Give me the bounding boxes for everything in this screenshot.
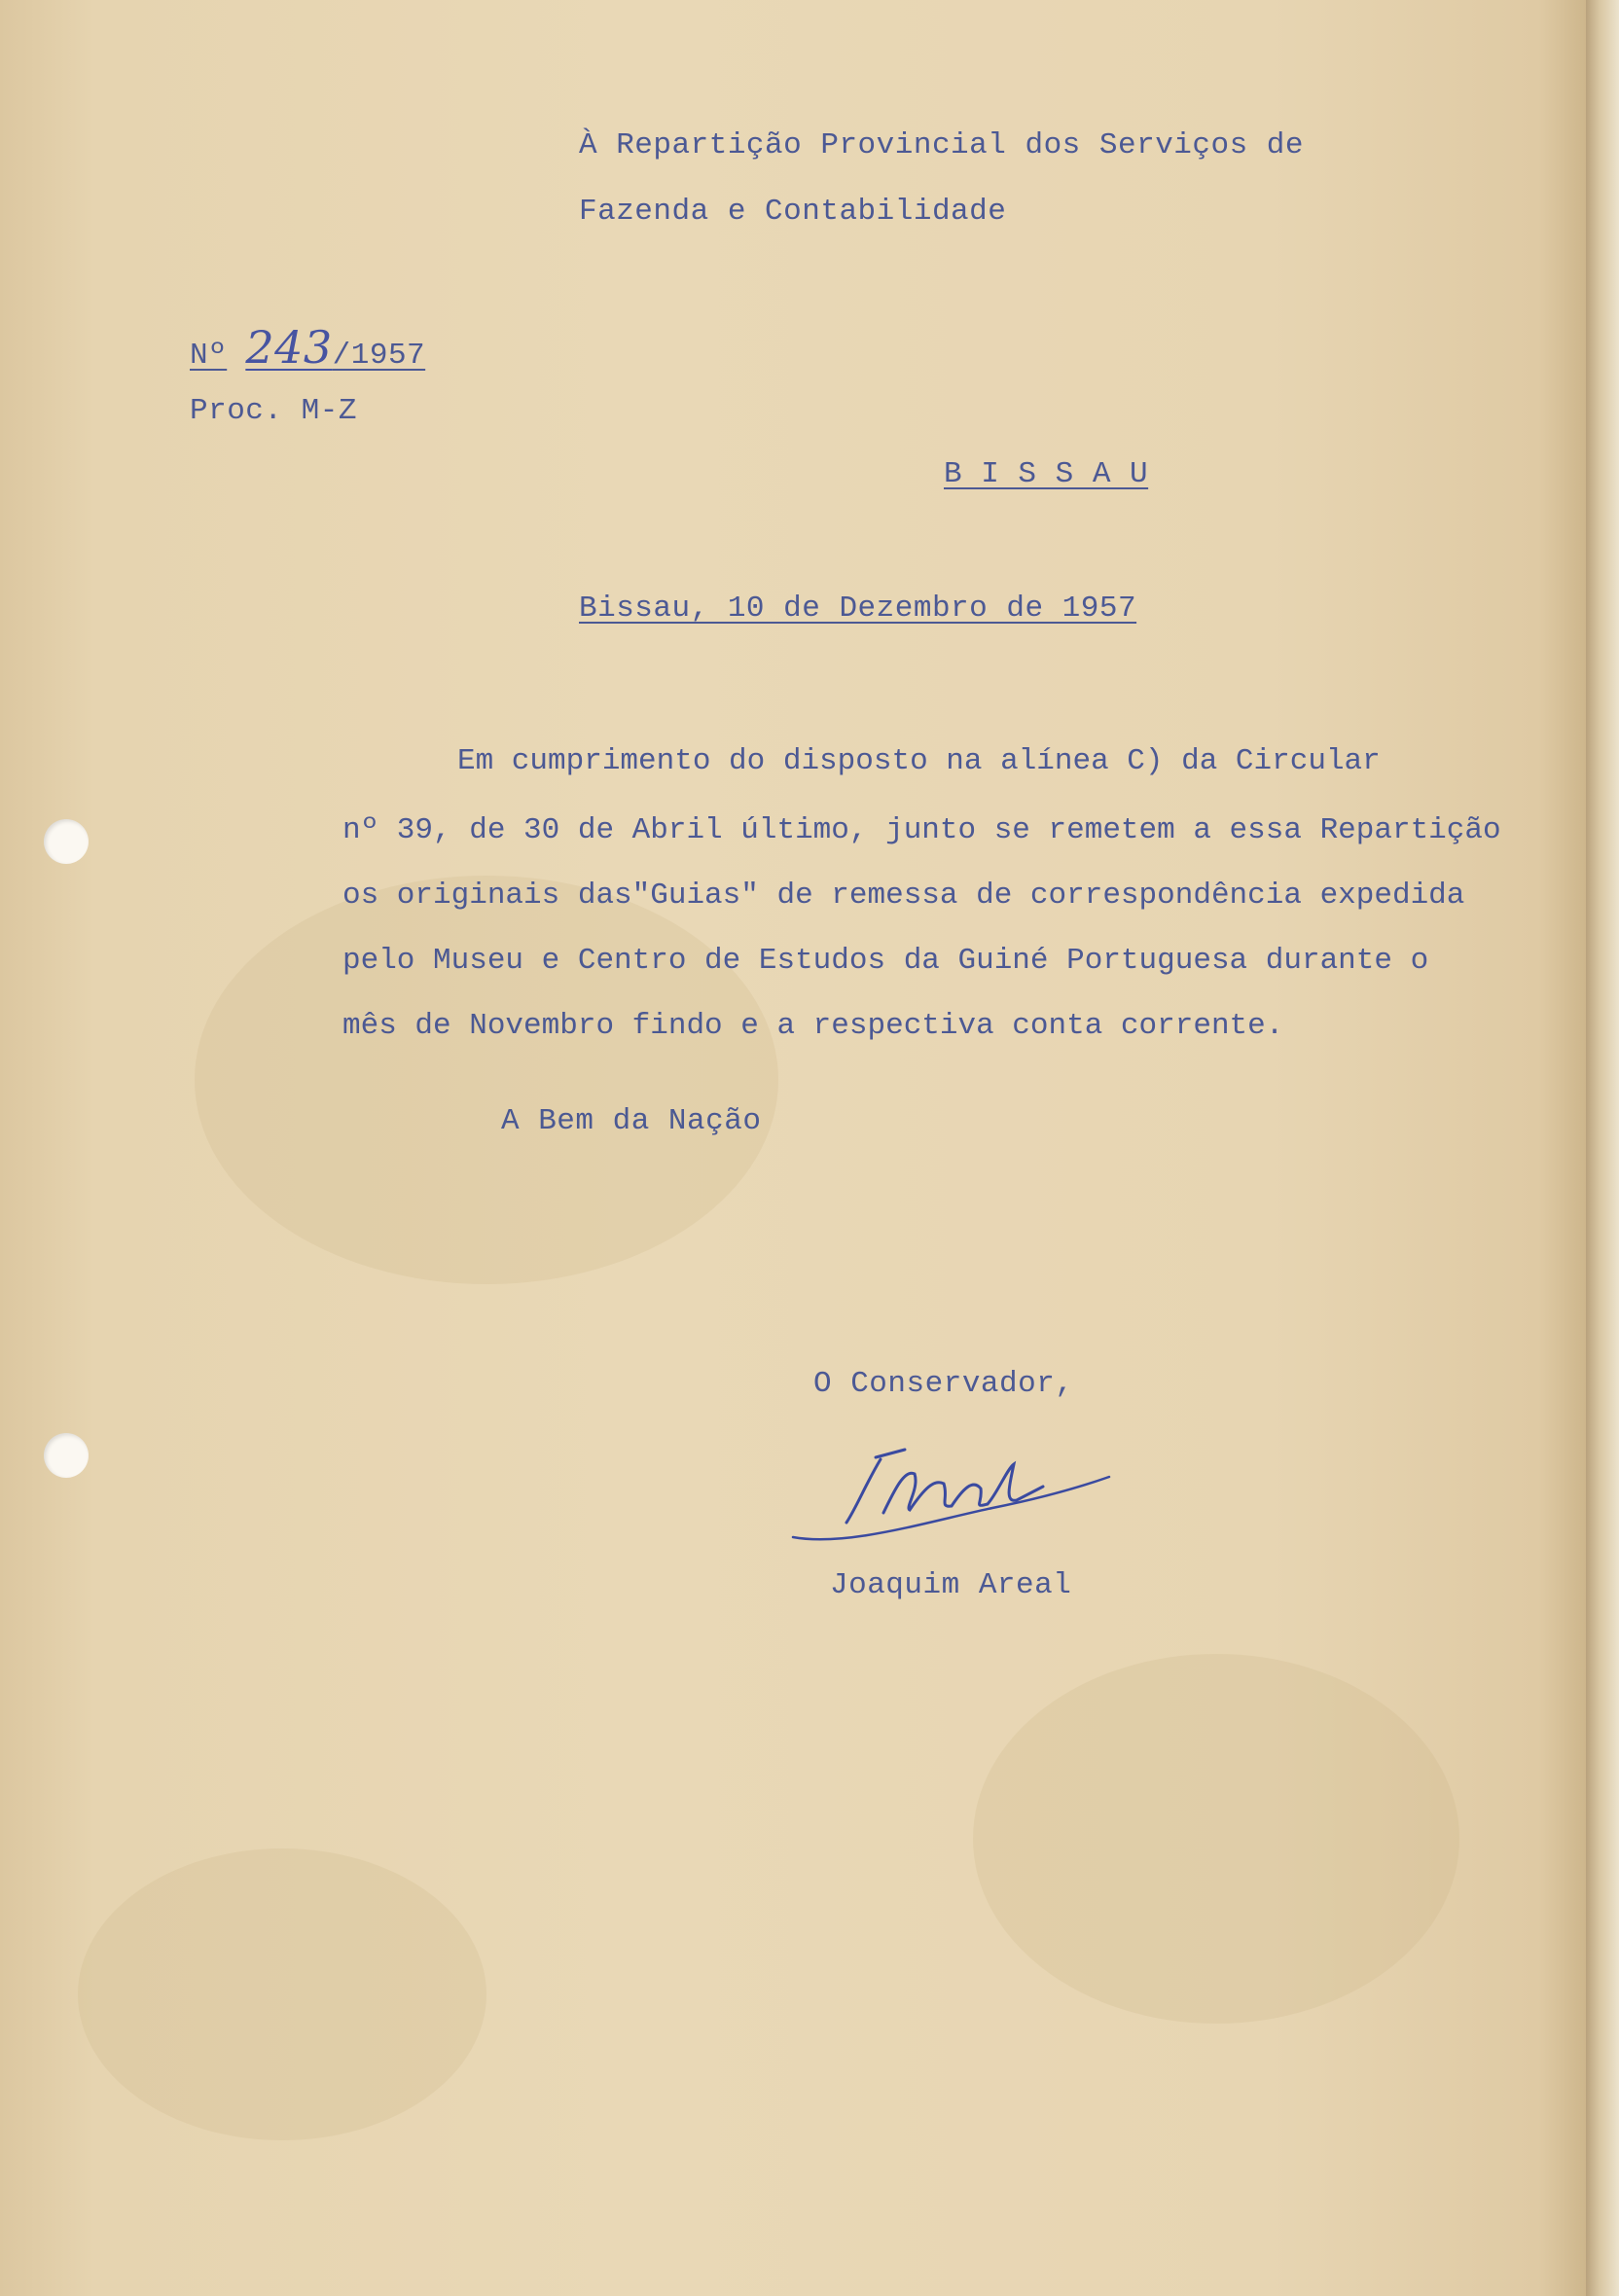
signatory-role: O Conservador,	[813, 1367, 1074, 1401]
reference-number-handwritten: 243	[245, 321, 333, 374]
punch-hole	[44, 1433, 89, 1478]
body-line-2: nº 39, de 30 de Abril último, junto se remetem a essa Repartição	[342, 813, 1501, 847]
paper-stain	[973, 1654, 1459, 2024]
handwritten-signature	[788, 1430, 1119, 1557]
paper-edge	[1586, 0, 1619, 2296]
reference-number-year: /1957	[332, 339, 426, 373]
destination-city: B I S S A U	[944, 457, 1149, 491]
reference-number	[190, 321, 425, 374]
signatory-name: Joaquim Areal	[830, 1568, 1072, 1602]
paper-stain	[78, 1848, 486, 2140]
body-line-4: pelo Museu e Centro de Estudos da Guiné Portuguesa durante o	[342, 944, 1429, 978]
body-line-1: Em cumprimento do disposto na alínea C) da Circular	[457, 744, 1381, 778]
letter-date: Bissau, 10 de Dezembro de 1957	[579, 592, 1137, 626]
body-line-3: os originais das"Guias" de remessa de correspondência expedida	[342, 879, 1465, 913]
closing-salutation: A Bem da Nação	[501, 1104, 762, 1138]
process-reference: Proc. M-Z	[190, 394, 357, 428]
paper-stain	[195, 876, 778, 1284]
recipient-line-2: Fazenda e Contabilidade	[579, 195, 1007, 229]
recipient-line-1: À Repartição Provincial dos Serviços de	[579, 128, 1305, 162]
body-line-5: mês de Novembro findo e a respectiva conta corrente.	[342, 1009, 1284, 1043]
punch-hole	[44, 819, 89, 864]
reference-number-prefix: Nº	[190, 339, 228, 373]
